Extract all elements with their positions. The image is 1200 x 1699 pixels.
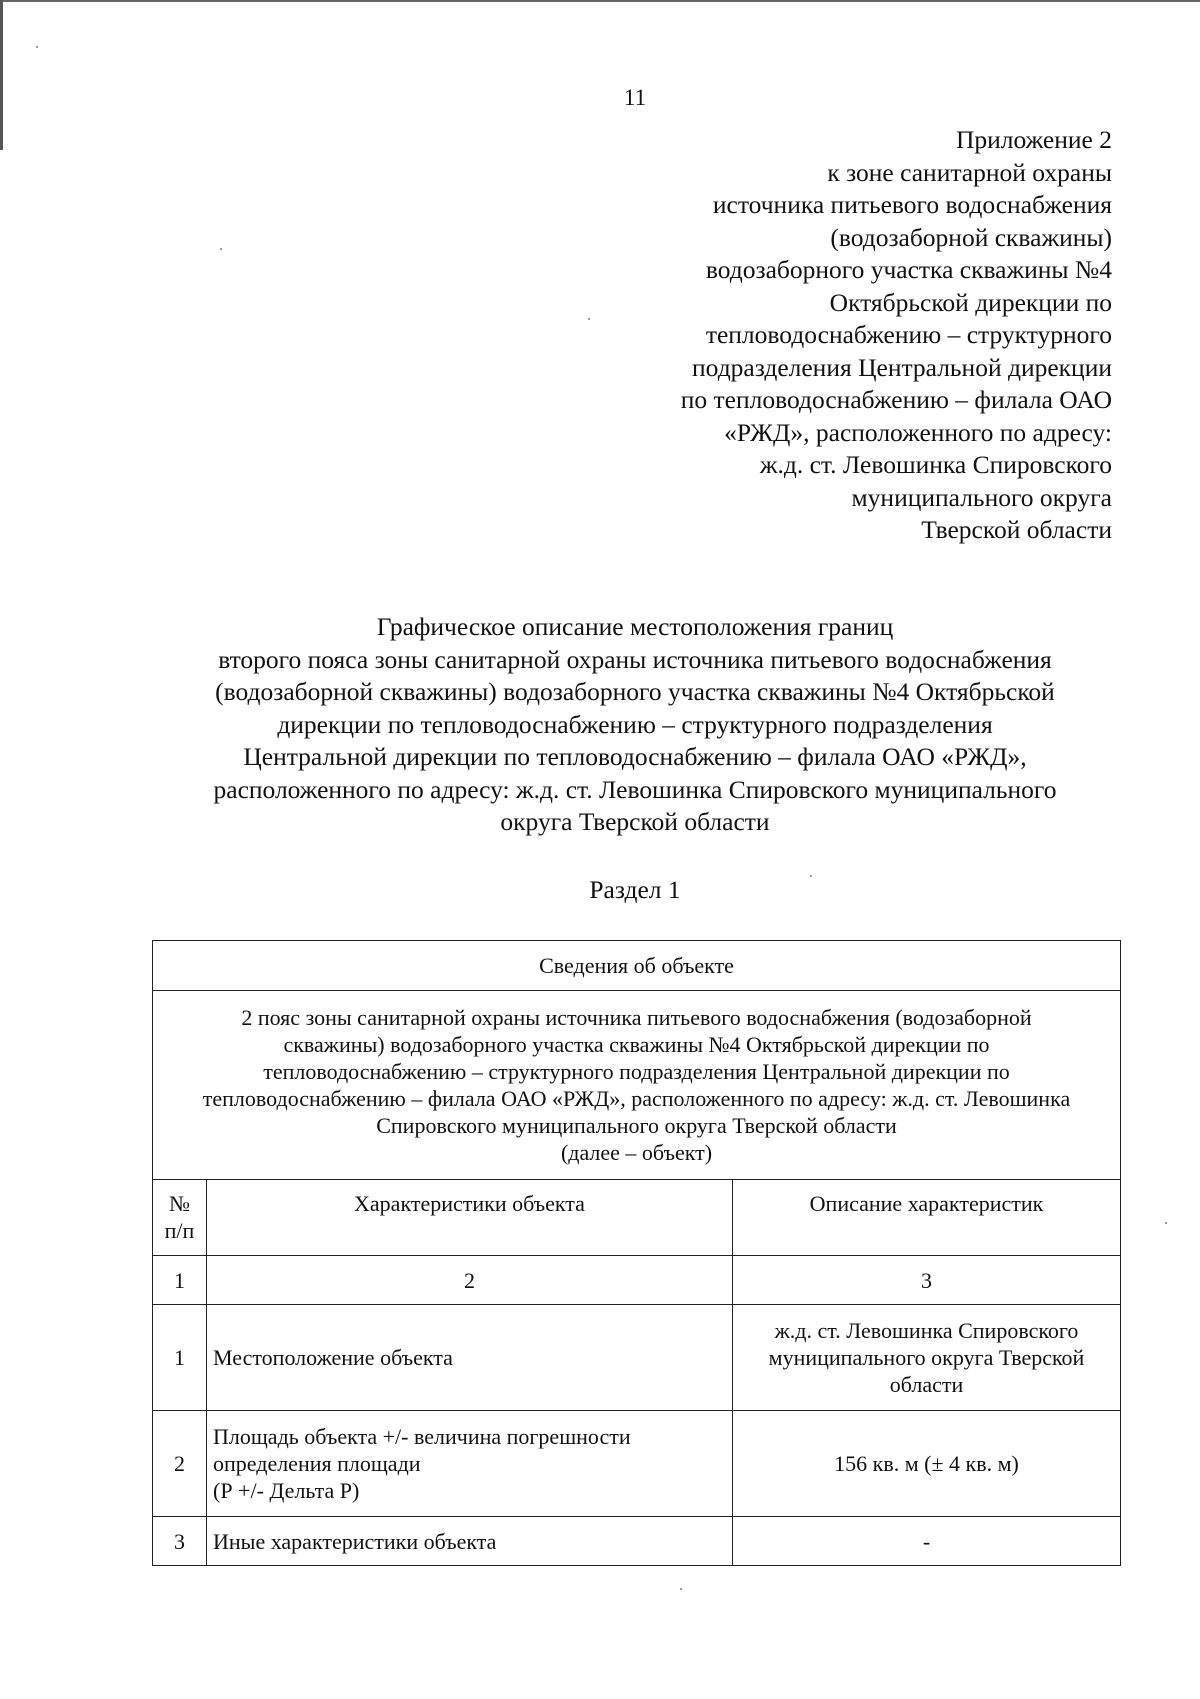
characteristic-line: Иные характеристики объекта [213,1528,497,1554]
object-info-table [152,940,1121,1566]
description-line: области [889,1372,964,1397]
characteristic-line: определения площади [213,1451,421,1476]
column-number: 1 [153,1256,207,1305]
row-description [733,1305,1121,1411]
appendix-line: Приложение 2 [956,125,1112,154]
row-characteristic [207,1411,733,1517]
header-num-cell [153,1180,207,1256]
column-number: 2 [207,1256,733,1305]
object-description-line: скважины) водозаборного участка скважины №4 Октябрьской дирекции по [283,1032,990,1057]
appendix-line: водозаборного участка скважины №4 [705,255,1112,284]
table-caption-row [153,941,1121,991]
row-number: 2 [153,1411,207,1517]
object-description-line: тепловодоснабжению – филала ОАО «РЖД», расположенного по адресу: ж.д. ст. Левошинка [202,1086,1071,1111]
row-characteristic [207,1517,733,1566]
title-line: дирекции по тепловодоснабжению – структурного подразделения [277,709,993,739]
object-description-row [153,991,1121,1180]
document-title [120,611,1150,839]
table-caption: Сведения об объекте [153,941,1121,991]
description-line: 156 кв. м (± 4 кв. м) [834,1451,1019,1476]
appendix-line: тепловодоснабжению – структурного [705,320,1112,349]
description-line: - [922,1528,931,1554]
table-header-row [153,1180,1121,1256]
characteristic-line: Местоположение объекта [213,1345,453,1370]
object-description-line: 2 пояс зоны санитарной охраны источника питьевого водоснабжения (водозаборной [241,1005,1032,1030]
appendix-line: подразделения Центральной дирекции [692,352,1112,382]
appendix-line: источника питьевого водоснабжения [712,190,1112,219]
row-number: 3 [153,1517,207,1566]
header-description: Описание характеристик [733,1180,1121,1256]
title-line: (водозаборной скважины) водозаборного участка скважины №4 Октябрьской [215,677,1055,706]
section-heading: Раздел 1 [589,875,681,904]
table-row [153,1305,1121,1411]
object-description-line: тепловодоснабжению – структурного подразделения Центральной дирекции по [263,1059,1010,1084]
description-line: муниципального округа Тверской [768,1345,1085,1370]
appendix-line: ж.д. ст. Левошинка Спировского [759,450,1112,479]
title-line: Графическое описание местоположения границ [376,612,894,641]
characteristic-line: (Р +/- Дельта Р) [213,1478,360,1503]
header-num-line: № [169,1191,190,1216]
column-number: 3 [733,1256,1121,1305]
appendix-line: Октябрьской дирекции по [829,287,1112,317]
object-description-line: Спировского муниципального округа Тверской области [376,1113,897,1138]
title-line: Центральной дирекции по тепловодоснабжению – филала ОАО «РЖД», [243,742,1027,771]
characteristic-line: Площадь объекта +/- величина погрешности [213,1424,631,1449]
scan-speck [36,46,38,48]
scan-speck [680,1588,682,1590]
page-number: 11 [623,85,647,110]
appendix-line: по тепловодоснабжению – филала ОАО [680,385,1112,414]
appendix-line: муниципального округа [851,482,1112,512]
appendix-line: «РЖД», расположенного по адресу: [724,417,1112,447]
header-num-line: п/п [164,1218,195,1243]
row-number: 1 [153,1305,207,1411]
title-line: расположенного по адресу: ж.д. ст. Левошинка Спировского муниципального [213,774,1057,804]
object-description-cell [153,991,1121,1180]
row-description [733,1517,1121,1566]
scan-speck [220,248,222,250]
appendix-heading [552,124,1112,547]
appendix-line: (водозаборной скважины) [830,222,1112,252]
table-row [153,1411,1121,1517]
object-description-line: (далее – объект) [560,1140,713,1165]
row-characteristic [207,1305,733,1411]
row-description [733,1411,1121,1517]
scan-edge-left [0,0,3,150]
column-number-row [153,1256,1121,1305]
table-row [153,1517,1121,1566]
description-line: ж.д. ст. Левошинка Спировского [774,1318,1079,1343]
appendix-line: к зоне санитарной охраны [827,157,1112,187]
scan-speck [1165,1222,1167,1224]
title-line: округа Тверской области [500,807,770,836]
appendix-line: Тверской области [921,515,1112,544]
scan-edge-top [0,0,1200,2]
header-characteristics: Характеристики объекта [207,1180,733,1256]
title-line: второго пояса зоны санитарной охраны источника питьевого водоснабжения [218,644,1052,674]
